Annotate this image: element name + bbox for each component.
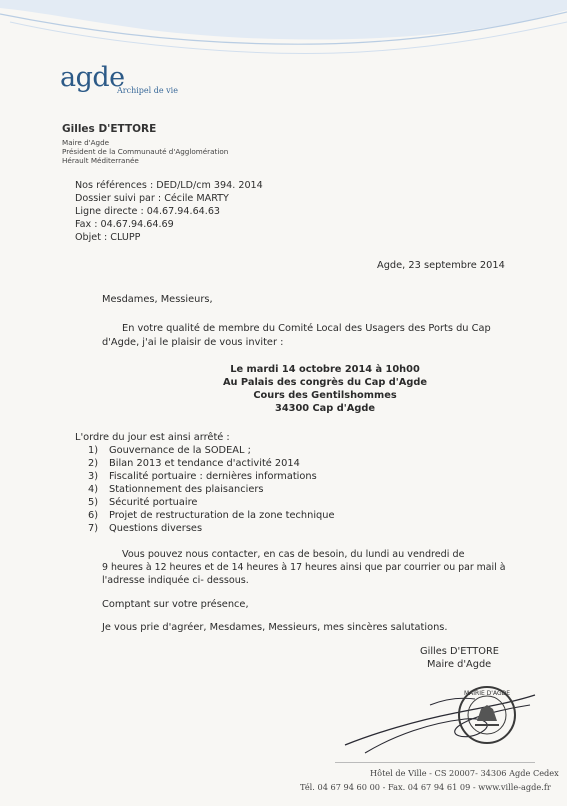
mairie-stamp-seal <box>455 683 519 747</box>
reference-line: Objet : CLUPP <box>75 232 141 243</box>
sender-name: Gilles D'ETTORE <box>62 123 157 135</box>
agenda-item <box>88 458 300 469</box>
salutation: Mesdames, Messieurs, <box>102 294 213 305</box>
contact-line: 9 heures à 12 heures et de 14 heures à 17 heures ainsi que par courrier ou par mail à <box>102 562 506 573</box>
event-line: 34300 Cap d'Agde <box>275 403 375 414</box>
agenda-item <box>88 471 317 482</box>
contact-line: Vous pouvez nous contacter, en cas de besoin, du lundi au vendredi de <box>122 549 465 560</box>
footer-address: Hôtel de Ville - CS 20007- 34306 Agde Cedex <box>370 768 559 778</box>
agenda-number: 2) <box>88 458 99 469</box>
intro-line: d'Agde, j'ai le plaisir de vous inviter : <box>102 337 284 348</box>
sender-title-line: Président de la Communauté d'Agglomération <box>62 147 229 156</box>
agenda-number: 3) <box>88 471 99 482</box>
contact-line: l'adresse indiquée ci- dessous. <box>102 575 249 586</box>
agenda-text: Stationnement des plaisanciers <box>109 484 264 495</box>
closing-line: Je vous prie d'agréer, Mesdames, Messieurs, mes sincères salutations. <box>102 622 448 633</box>
agenda-number: 4) <box>88 484 99 495</box>
footer-contact: Tél. 04 67 94 60 00 - Fax. 04 67 94 61 09 - www.ville-agde.fr <box>300 782 551 792</box>
agenda-text: Fiscalité portuaire : dernières informations <box>109 471 317 482</box>
agenda-text: Projet de restructuration de la zone technique <box>109 510 335 521</box>
agenda-text: Questions diverses <box>109 523 203 534</box>
agenda-item <box>88 484 264 495</box>
agenda-text: Bilan 2013 et tendance d'activité 2014 <box>109 458 300 469</box>
sender-title-line: Maire d'Agde <box>62 138 110 147</box>
reference-line: Fax : 04.67.94.64.69 <box>75 219 174 230</box>
agenda-number: 5) <box>88 497 99 508</box>
logo-tagline: Archipel de vie <box>117 86 178 95</box>
signatory-name: Gilles D'ETTORE <box>420 646 499 657</box>
agenda-item <box>88 445 251 456</box>
agde-logo: agde <box>60 62 125 93</box>
closing-line: Comptant sur votre présence, <box>102 599 249 610</box>
signatory-title: Maire d'Agde <box>427 659 492 670</box>
intro-line: En votre qualité de membre du Comité Local des Usagers des Ports du Cap <box>122 323 491 334</box>
reference-line: Nos références : DED/LD/cm 394. 2014 <box>75 180 263 191</box>
event-line: Le mardi 14 octobre 2014 à 10h00 <box>230 364 420 375</box>
agenda-item <box>88 523 202 534</box>
reference-line: Dossier suivi par : Cécile MARTY <box>75 193 229 204</box>
agenda-number: 7) <box>88 523 99 534</box>
sender-title-line: Hérault Méditerranée <box>62 156 139 165</box>
reference-line: Ligne directe : 04.67.94.64.63 <box>75 206 221 217</box>
agenda-item <box>88 510 335 521</box>
agenda-item <box>88 497 197 508</box>
footer-divider <box>335 762 535 763</box>
agenda-text: Sécurité portuaire <box>109 497 198 508</box>
agenda-text: Gouvernance de la SODEAL ; <box>109 445 251 456</box>
event-line: Cours des Gentilshommes <box>253 390 397 401</box>
letter-date: Agde, 23 septembre 2014 <box>377 260 505 271</box>
event-line: Au Palais des congrès du Cap d'Agde <box>222 377 428 388</box>
stamp-text: MAIRIE D'AGDE <box>463 690 511 697</box>
agenda-number: 6) <box>88 510 99 521</box>
agenda-number: 1) <box>88 445 99 456</box>
agenda-intro: L'ordre du jour est ainsi arrêté : <box>75 432 230 443</box>
